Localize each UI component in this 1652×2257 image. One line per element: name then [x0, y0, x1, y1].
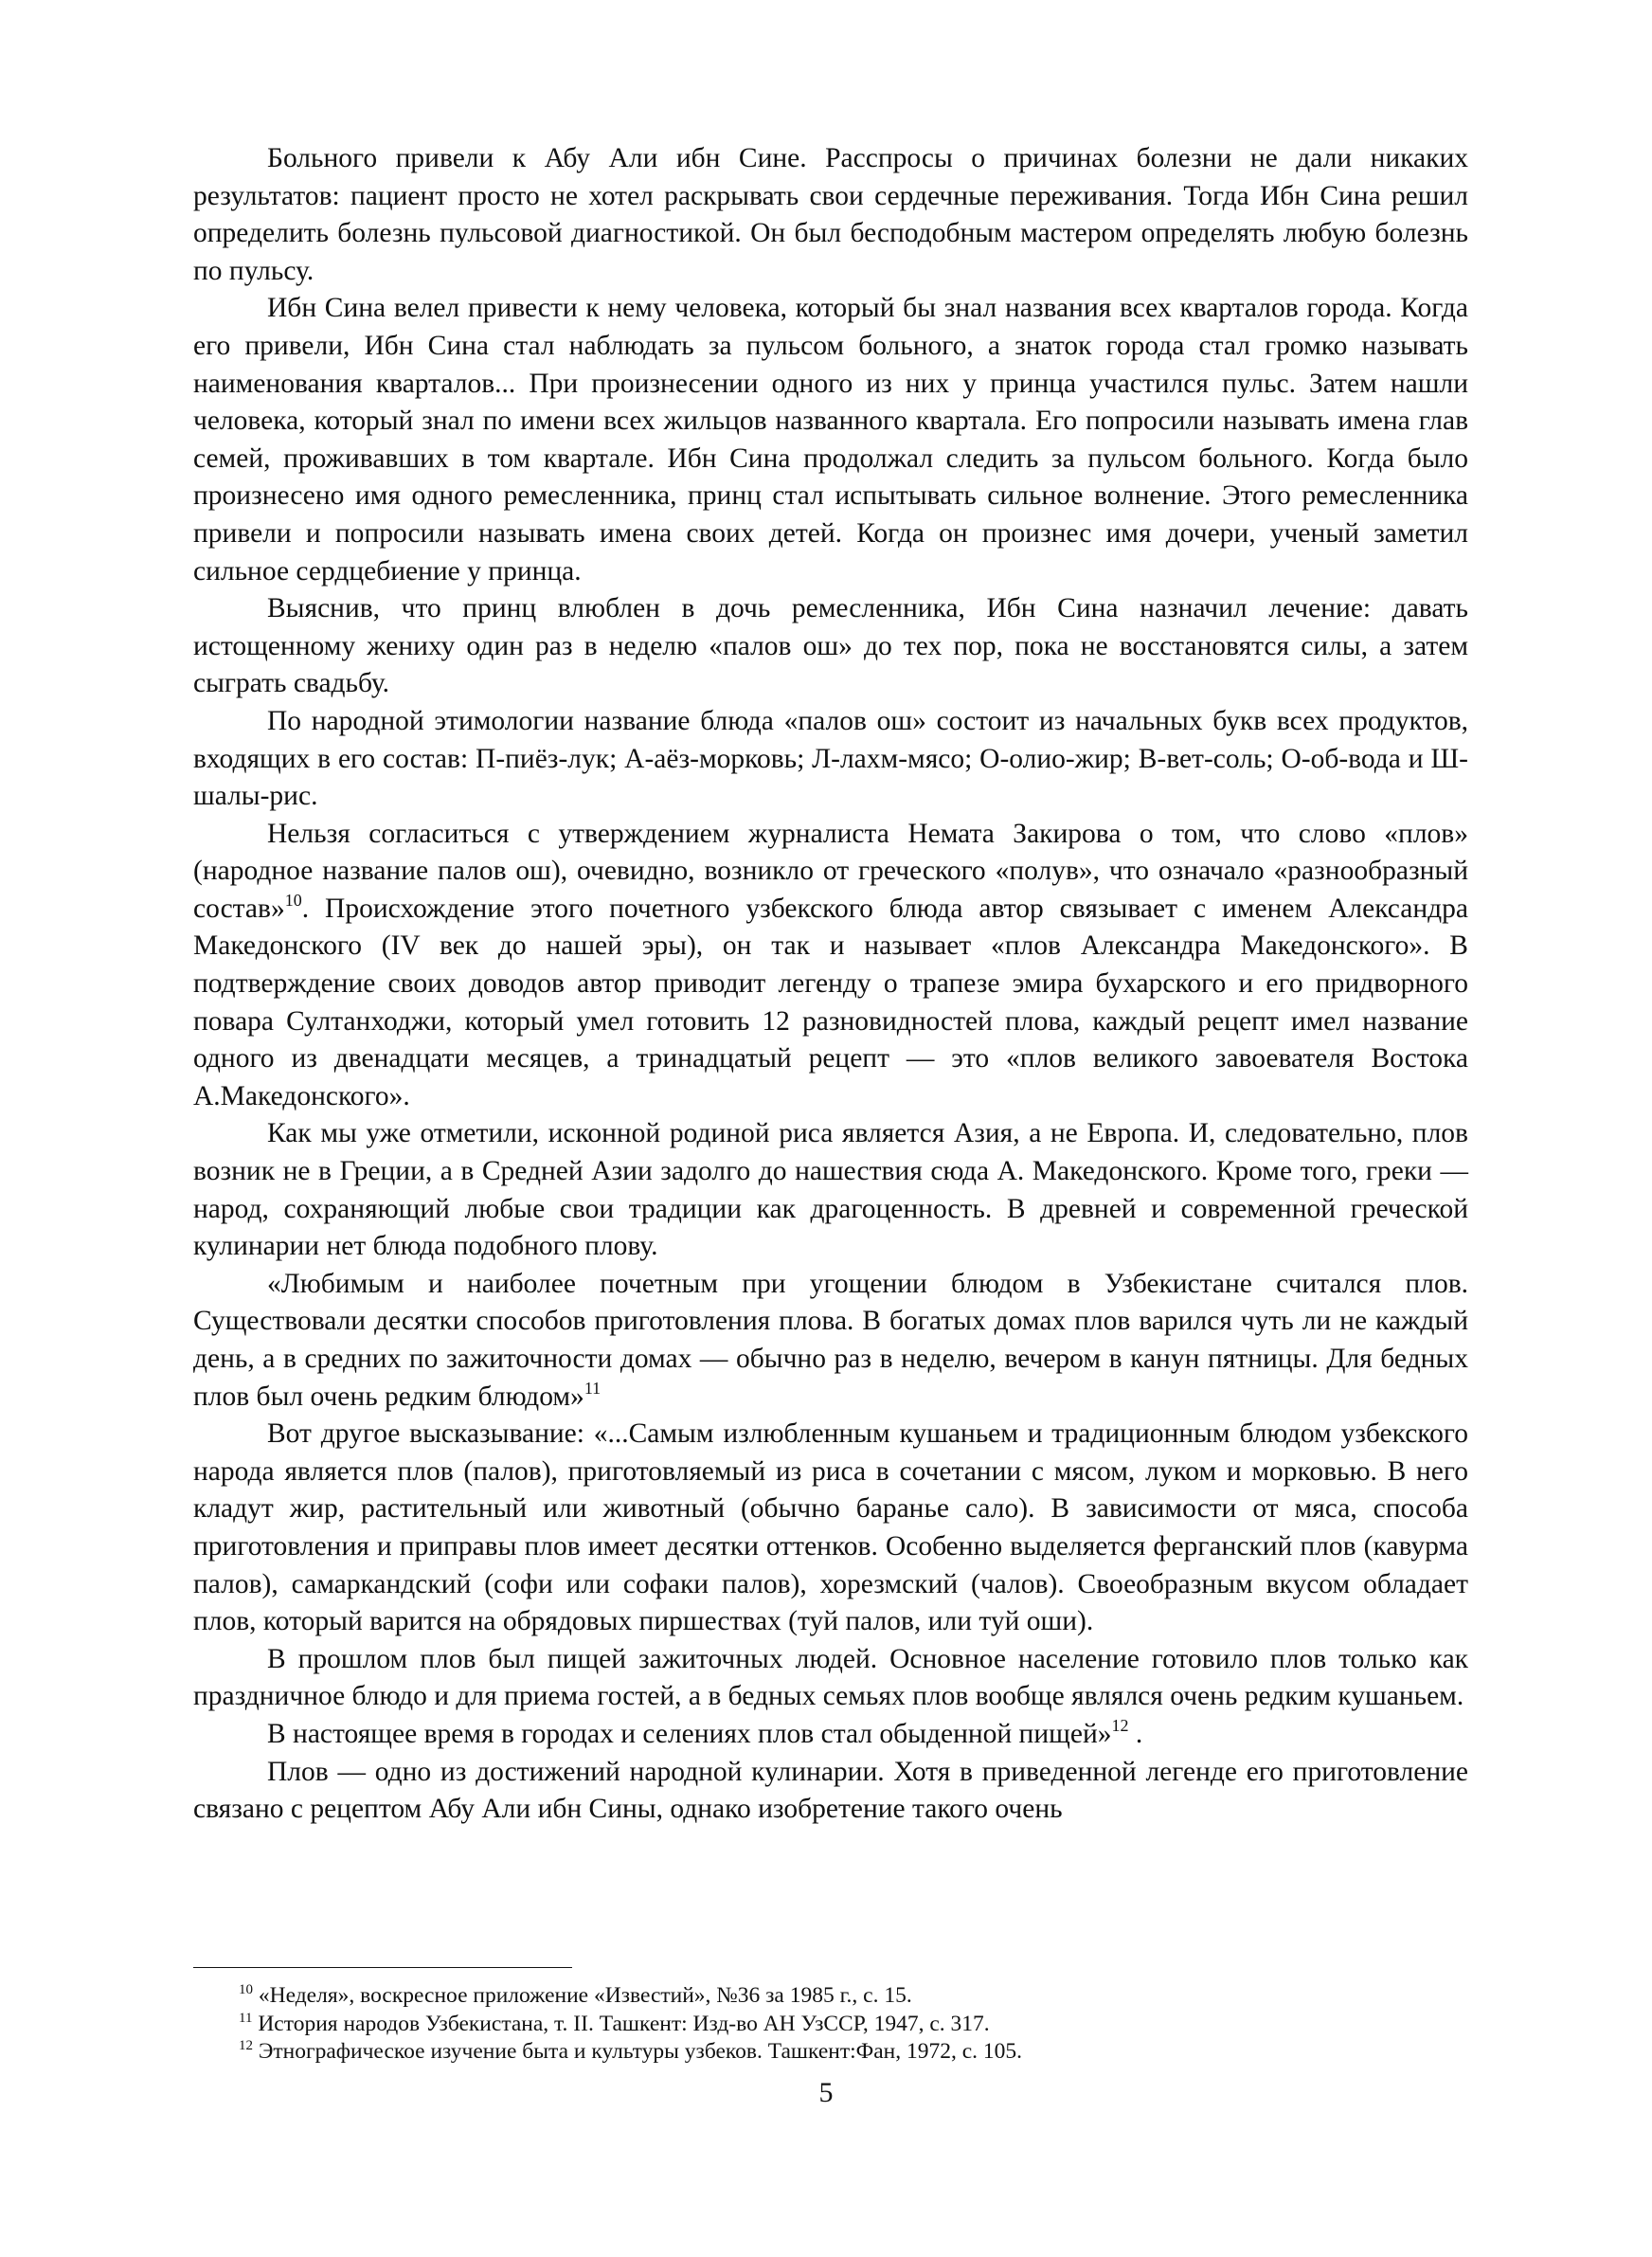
paragraph-text: Выяснив, что принц влюблен в дочь ремесленника, Ибн Сина назначил лечение: давать истощенному жениху один раз в неделю «палов ош» до тех пор, пока не восстановятся силы, а затем сыграть свадьбу. — [193, 593, 1468, 699]
footnote-number: 12 — [239, 2038, 253, 2053]
footnote-divider — [193, 1967, 572, 1968]
paragraph-text: Вот другое высказывание: «...Самым излюбленным кушаньем и традиционным блюдом узбекского народа является плов (палов), приготовляемый из риса в сочетании с мясом, луком и морковью. В него кладут жир, растительный или животный (обычно бараньe сало). В зависимости от мяса, способа приготовления и приправы плов имеет десятки оттенков. Особенно выделяется ферганский плов (кавурма палов), самаркандский (софи или софаки палов), хорезмский (чалов). Своеобразным вкусом обладает плов, который варится на обрядовых пиршествах (туй палов, или туй оши). — [193, 1418, 1468, 1637]
footnote-12 — [193, 2038, 1468, 2067]
paragraph-text: «Любимым и наиболее почетным при угощении блюдом в Узбекистане считался плов. Существовали десятки способов приготовления плова. В богатых домах плов варился чуть ли не каждый день, а в средних по зажиточности домах — обычно раз в неделю, вечером в канун пятницы. Для бедных плов был очень редким блюдом» — [193, 1268, 1468, 1412]
footnote-number: 10 — [239, 1982, 253, 1997]
footnotes — [193, 1982, 1468, 2067]
footnote-number: 11 — [239, 2010, 253, 2026]
footnote-ref-11[interactable]: 11 — [584, 1378, 602, 1398]
paragraph-text-continued: . — [1128, 1718, 1143, 1749]
footnote-ref-12[interactable]: 12 — [1111, 1715, 1129, 1735]
paragraph — [193, 290, 1468, 590]
footnote-text: История народов Узбекистана, т. II. Ташкент: Изд-во АН УзССР, 1947, с. 317. — [258, 2011, 990, 2036]
paragraph-text: Как мы уже отметили, исконной родиной риса является Азия, а не Европа. И, следовательно, плов возник не в Греции, а в Средней Азии задолго до нашествия сюда А. Македонского. Кроме того, греки — народ, сохраняющий любые свои традиции как драгоценность. В древней и современной греческой кулинарии нет блюда подобного плову. — [193, 1118, 1468, 1262]
paragraph-text-continued: . Происхождение этого почетного узбекского блюда автор связывает с именем Александра Македонского (IV век до нашей эры), он так и называет «плов Александра Македонского». В подтверждение своих доводов автор приводит легенду о трапезе эмира бухарского и его придворного повара Султанходжи, который умел готовить 12 разновидностей плова, каждый рецепт имел название одного из двенадцати месяцев, а тринадцатый рецепт — это «плов великого завоевателя Востока А.Македонского». — [193, 893, 1468, 1111]
paragraph-text: Ибн Сина велел привести к нему человека, который бы знал названия всех кварталов города. Когда его привели, Ибн Сина стал наблюдать за пульсом больного, а знаток города стал громко называть наименования кварталов... При произнесении одного из них у принца участился пульс. Затем нашли человека, который знал по имени всех жильцов названного квартала. Его попросили называть имена глав семей, проживавших в том квартале. Ибн Сина продолжал следить за пульсом больного. Когда было произнесено имя одного ремесленника, принц стал испытывать сильное волнение. Этого ремесленника привели и попросили называть имена своих детей. Когда он произнес имя дочери, ученый заметил сильное сердцебиение у принца. — [193, 293, 1468, 587]
paragraph — [193, 1754, 1468, 1829]
footnote-ref-10[interactable]: 10 — [284, 890, 302, 910]
paragraph-text: Нельзя согласиться с утверждением журналиста Немата Закирова о том, что слово «плов» (народное название палов ош), очевидно, возникло от греческого «полув», что означало «разнообразный состав» — [193, 818, 1468, 924]
paragraph — [193, 590, 1468, 703]
paragraph — [193, 1266, 1468, 1416]
paragraph — [193, 1716, 1468, 1754]
paragraph — [193, 1641, 1468, 1716]
paragraph-text: В прошлом плов был пищей зажиточных людей. Основное население готовило плов только как праздничное блюдо и для приема гостей, а в бедных семьях плов вообще являлся очень редким кушаньем. — [193, 1643, 1468, 1712]
body-text — [193, 140, 1468, 1829]
paragraph-text: Плов — одно из достижений народной кулинарии. Хотя в приведенной легенде его приготовление связано с рецептом Абу Али ибн Сины, однако изобретение такого очень — [193, 1756, 1468, 1825]
footnote-11 — [193, 2011, 1468, 2039]
footnote-10 — [193, 1982, 1468, 2011]
page-number: 5 — [818, 2077, 834, 2108]
paragraph — [193, 703, 1468, 816]
paragraph — [193, 1416, 1468, 1641]
paragraph-text: По народной этимологии название блюда «палов ош» состоит из начальных букв всех продуктов, входящих в его состав: П-пиёз-лук; А-аёз-морковь; Л-лахм-мясо; О-олио-жир; В-вет-соль; О-об-вода и Ш-шалы-рис. — [193, 705, 1468, 812]
paragraph — [193, 140, 1468, 290]
footnote-text: Этнографическое изучение быта и культуры узбеков. Ташкент:Фан, 1972, с. 105. — [258, 2039, 1023, 2064]
paragraph — [193, 1115, 1468, 1265]
paragraph-text: В настоящее время в городах и селениях плов стал обыденной пищей» — [267, 1718, 1112, 1749]
paragraph — [193, 816, 1468, 1116]
paragraph-text: Больного привели к Абу Али ибн Сине. Расспросы о причинах болезни не дали никаких результатов: пациент просто не хотел раскрывать свои сердечные переживания. Тогда Ибн Сина решил определить болезнь пульсовой диагностикой. Он был бесподобным мастером определять любую болезнь по пульсу. — [193, 143, 1468, 286]
footnote-text: «Неделя», воскресное приложение «Известий», №36 за 1985 г., с. 15. — [258, 1983, 912, 2008]
